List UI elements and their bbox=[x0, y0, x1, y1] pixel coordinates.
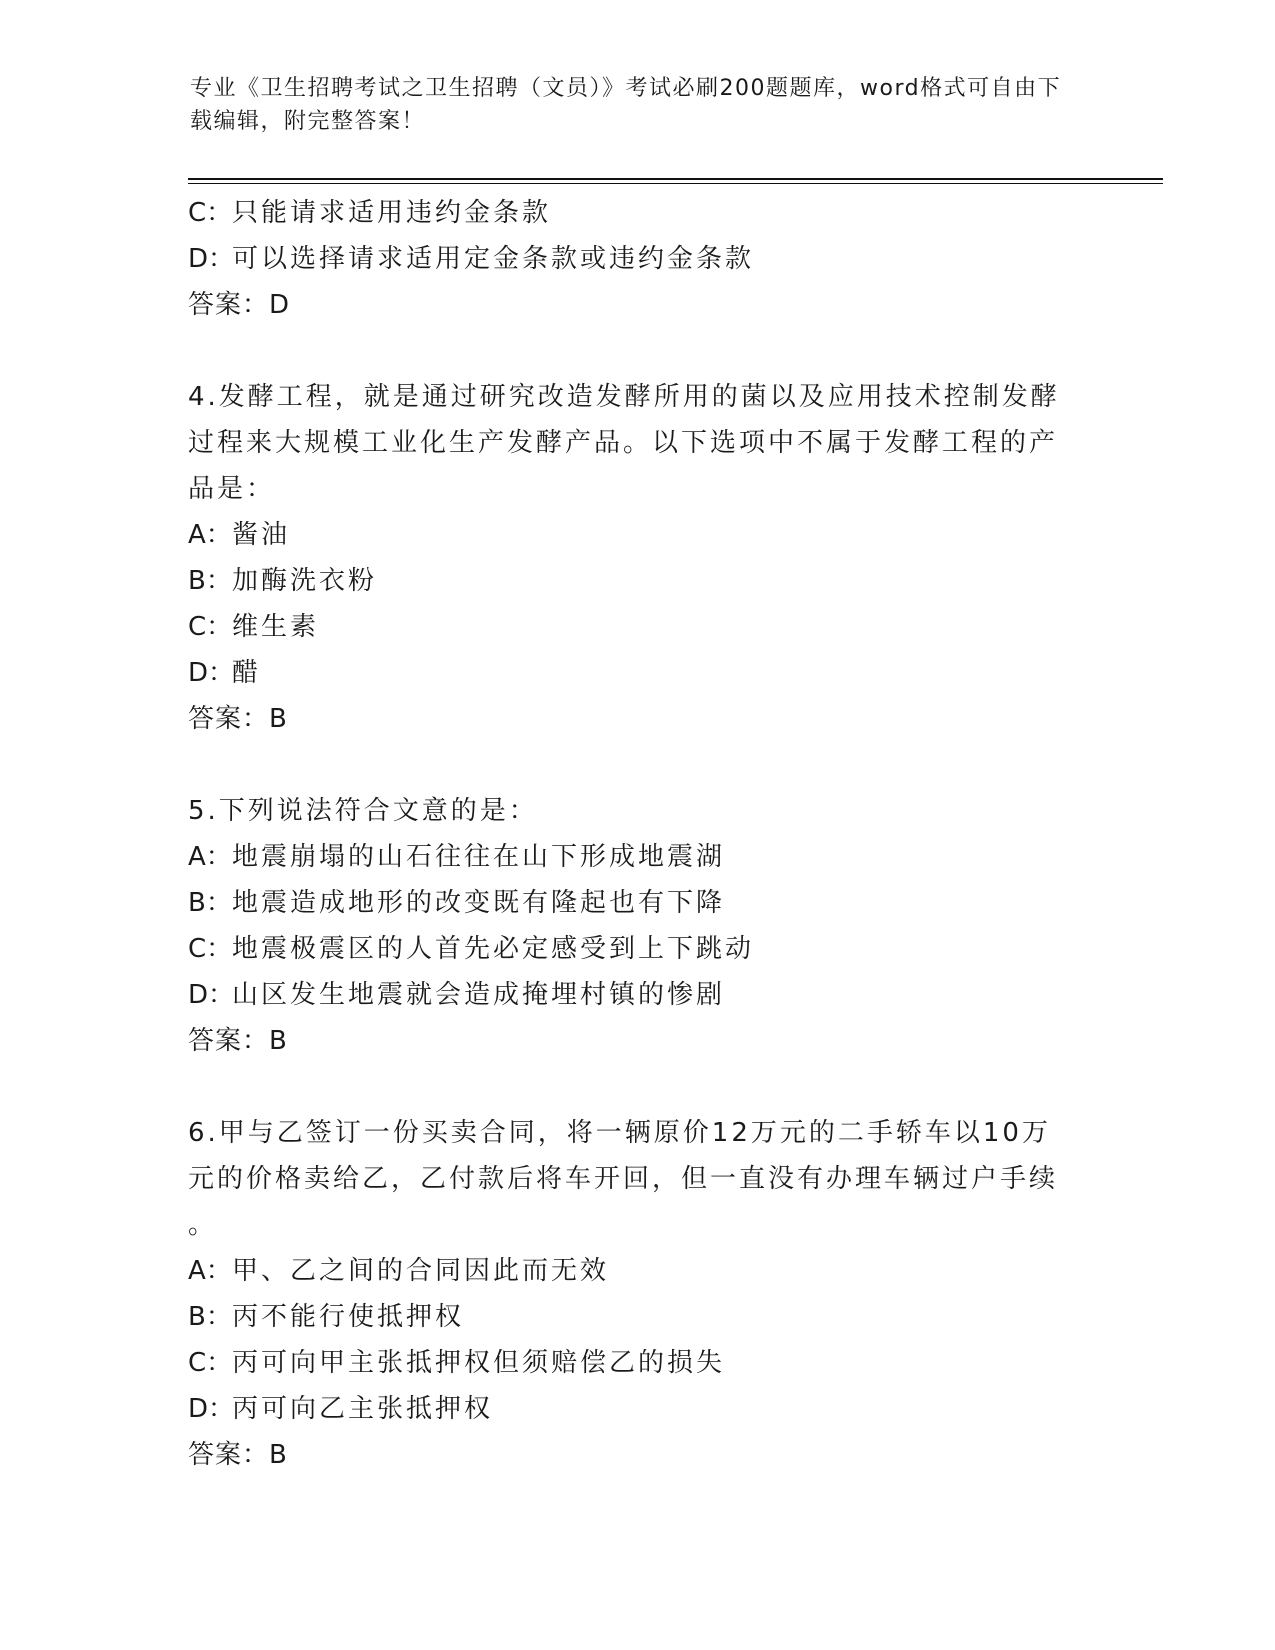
option-key: D： bbox=[188, 980, 235, 1010]
option-key: D： bbox=[188, 658, 235, 688]
option-text: 山区发生地震就会造成掩埋村镇的惨剧 bbox=[232, 980, 726, 1010]
option-key: B： bbox=[188, 1302, 232, 1332]
option-text: 丙不能行使抵押权 bbox=[232, 1302, 465, 1332]
header-rule-thick bbox=[188, 178, 1163, 180]
option-line bbox=[188, 972, 1088, 1018]
option-key: C： bbox=[188, 934, 233, 964]
spacer bbox=[188, 328, 1088, 374]
option-text: 维生素 bbox=[232, 612, 320, 642]
option-text: 地震造成地形的改变既有隆起也有下降 bbox=[232, 888, 726, 918]
option-key: A： bbox=[188, 1256, 232, 1286]
question-content bbox=[188, 190, 1088, 1478]
option-key: D： bbox=[188, 244, 235, 274]
question-stem-line: 过程来大规模工业化生产发酵产品。以下选项中不属于发酵工程的产 bbox=[188, 428, 1059, 458]
question-stem-line: 6.甲与乙签订一份买卖合同，将一辆原价12万元的二手轿车以10万 bbox=[188, 1118, 1051, 1148]
answer-line: 答案：B bbox=[188, 1026, 288, 1056]
option-text: 加酶洗衣粉 bbox=[232, 566, 378, 596]
option-key: C： bbox=[188, 612, 233, 642]
option-text: 地震崩塌的山石往往在山下形成地震湖 bbox=[232, 842, 726, 872]
option-key: A： bbox=[188, 520, 232, 550]
spacer bbox=[188, 742, 1088, 788]
question-stem-line: 4.发酵工程，就是通过研究改造发酵所用的菌以及应用技术控制发酵 bbox=[188, 382, 1060, 412]
option-key: B： bbox=[188, 888, 232, 918]
option-text: 丙可向甲主张抵押权但须赔偿乙的损失 bbox=[232, 1348, 726, 1378]
option-line bbox=[188, 1386, 1088, 1432]
option-line bbox=[188, 558, 1088, 604]
option-key: C： bbox=[188, 198, 233, 228]
option-text: 醋 bbox=[232, 658, 262, 688]
option-text: 酱油 bbox=[232, 520, 291, 550]
option-key: A： bbox=[188, 842, 232, 872]
option-line bbox=[188, 604, 1088, 650]
option-text: 地震极震区的人首先必定感受到上下跳动 bbox=[232, 934, 755, 964]
option-line bbox=[188, 190, 1088, 236]
option-text: 甲、乙之间的合同因此而无效 bbox=[232, 1256, 610, 1286]
question-stem-line: 元的价格卖给乙，乙付款后将车开回，但一直没有办理车辆过户手续 bbox=[188, 1164, 1059, 1194]
option-key: C： bbox=[188, 1348, 233, 1378]
option-line bbox=[188, 1294, 1088, 1340]
answer-line: 答案：D bbox=[188, 290, 291, 320]
option-line bbox=[188, 1340, 1088, 1386]
option-line bbox=[188, 834, 1088, 880]
header-rule-thin bbox=[188, 183, 1163, 184]
option-key: B： bbox=[188, 566, 232, 596]
document-header: 专业《卫生招聘考试之卫生招聘（文员）》考试必刷200题题库，word格式可自由下载编辑，附完整答案！ bbox=[190, 76, 1062, 134]
answer-line: 答案：B bbox=[188, 704, 288, 734]
option-line bbox=[188, 512, 1088, 558]
question-stem-line: 品是： bbox=[188, 474, 276, 504]
question-stem-line: 5.下列说法符合文意的是： bbox=[188, 796, 538, 826]
option-text: 可以选择请求适用定金条款或违约金条款 bbox=[232, 244, 755, 274]
question-stem-line: 。 bbox=[188, 1210, 218, 1240]
spacer bbox=[188, 1064, 1088, 1110]
option-text: 只能请求适用违约金条款 bbox=[232, 198, 552, 228]
option-line bbox=[188, 880, 1088, 926]
option-line bbox=[188, 236, 1088, 282]
option-line bbox=[188, 1248, 1088, 1294]
option-text: 丙可向乙主张抵押权 bbox=[232, 1394, 494, 1424]
option-key: D： bbox=[188, 1394, 235, 1424]
option-line bbox=[188, 926, 1088, 972]
option-line bbox=[188, 650, 1088, 696]
answer-line: 答案：B bbox=[188, 1440, 288, 1470]
